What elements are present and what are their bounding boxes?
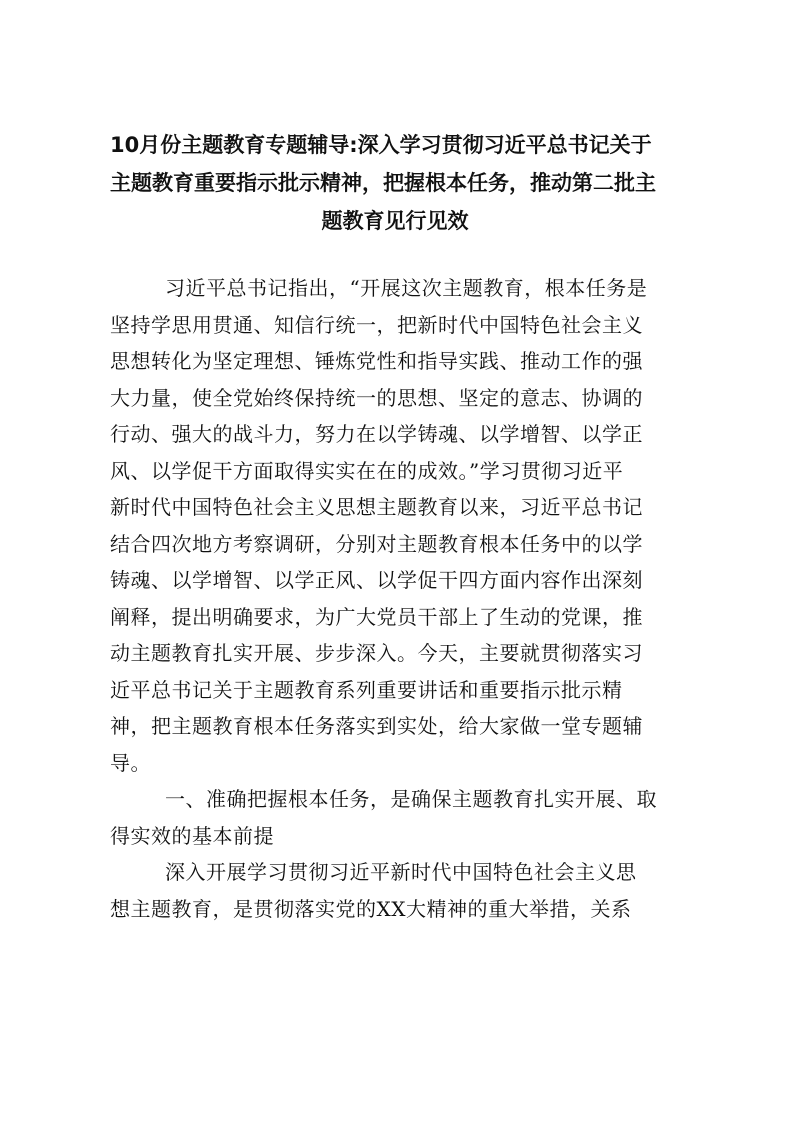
title-line: 题教育见行见效 xyxy=(321,209,469,233)
text-line: 神，把主题教育根本任务落实到实处，给大家做一堂专题辅 xyxy=(110,714,643,738)
title-line: 10月份主题教育专题辅导:深入学习贯彻习近平总书记关于 xyxy=(110,133,652,157)
text-line: 近平总书记关于主题教育系列重要讲话和重要指示批示精 xyxy=(110,677,623,702)
text-line: 思想转化为坚定理想、锤炼党性和指导实践、推动工作的强 xyxy=(110,349,643,373)
document-title xyxy=(110,126,680,240)
title-line: 主题教育重要指示批示精神，把握根本任务，推动第二批主 xyxy=(110,171,656,195)
text-line: 动主题教育扎实开展、步步深入。今天，主要就贯彻落实习 xyxy=(110,641,643,665)
text-line: 阐释，提出明确要求，为广大党员干部上了生动的党课，推 xyxy=(110,604,643,629)
document-body xyxy=(110,270,690,927)
heading-line: 得实效的基本前提 xyxy=(110,823,274,848)
text-line: 风、以学促干方面取得实实在在的成效。”学习贯彻习近平 xyxy=(110,458,624,483)
text-line: 行动、强大的战斗力，努力在以学铸魂、以学增智、以学正 xyxy=(110,422,643,446)
section-heading-1 xyxy=(110,781,690,854)
text-line: 铸魂、以学增智、以学正风、以学促干四方面内容作出深刻 xyxy=(110,568,643,592)
text-line: 想主题教育，是贯彻落实党的XX大精神的重大举措，关系 xyxy=(110,896,632,921)
text-line: 坚持学思用贯通、知信行统一，把新时代中国特色社会主义 xyxy=(110,312,643,337)
text-line: 大力量，使全党始终保持统一的思想、坚定的意志、协调的 xyxy=(110,385,643,410)
text-line: 习近平总书记指出，“开展这次主题教育，根本任务是 xyxy=(165,276,648,300)
text-line: 深入开展学习贯彻习近平新时代中国特色社会主义思 xyxy=(165,860,637,884)
paragraph-intro xyxy=(110,270,690,781)
text-line: 结合四次地方考察调研，分别对主题教育根本任务中的以学 xyxy=(110,531,643,556)
text-line: 新时代中国特色社会主义思想主题教育以来，习近平总书记 xyxy=(110,495,643,519)
heading-line: 一、准确把握根本任务，是确保主题教育扎实开展、取 xyxy=(165,787,657,811)
text-line: 导。 xyxy=(110,750,151,775)
paragraph-section-1 xyxy=(110,854,690,927)
